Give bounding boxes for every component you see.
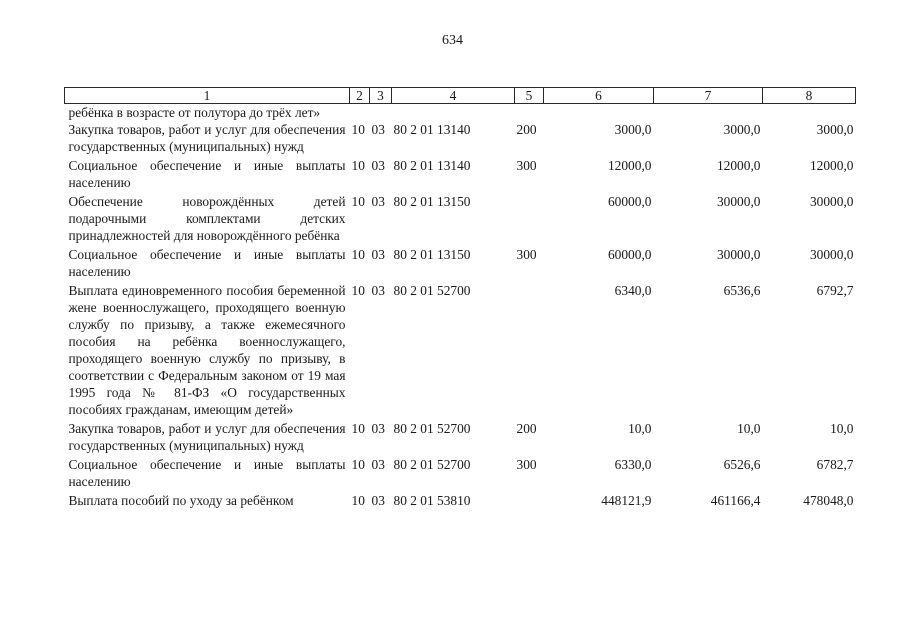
- column-header-8: 8: [763, 88, 856, 104]
- row-subsection: 03: [371, 158, 385, 173]
- row-amount-col8: 10,0: [830, 421, 854, 436]
- row-name: ребёнка в возрасте от полутора до трёх лет»: [68, 105, 321, 120]
- table-row: [65, 246, 856, 282]
- row-name: Социальное обеспечение и иные выплаты населению: [68, 247, 346, 279]
- column-header-6: 6: [544, 88, 654, 104]
- table-header-row: [65, 88, 856, 104]
- row-subsection: 03: [371, 194, 385, 209]
- row-subsection: 03: [371, 247, 385, 262]
- row-amount-col6: 6330,0: [614, 457, 652, 472]
- row-section: 10: [351, 493, 365, 508]
- budget-table: [64, 87, 856, 511]
- row-section: 10: [351, 158, 365, 173]
- row-amount-col8: 12000,0: [809, 158, 854, 173]
- table-row: [65, 104, 856, 122]
- column-header-5: 5: [515, 88, 544, 104]
- row-expense-type: [515, 193, 544, 246]
- row-amount-col7: 461166,4: [710, 493, 761, 508]
- column-header-2: 2: [350, 88, 370, 104]
- row-amount-col8: 6782,7: [816, 457, 854, 472]
- row-amount-col7: 30000,0: [716, 247, 761, 262]
- table-row: [65, 456, 856, 492]
- row-amount-col6: [544, 104, 654, 122]
- row-name: Обеспечение новорождённых детей подарочными комплектами детских принадлежностей для новорождённого ребёнка: [68, 194, 346, 243]
- table-body: [65, 104, 856, 512]
- row-name: Выплата единовременного пособия беременной жене военнослужащего, проходящего военную службу по призыву, а также ежемесячного пособия на ребёнка военнослужащего, проходящего военную службу по призыву, в соответствии с Федеральным законом от 19 мая 1995 года № 81-ФЗ «О государственных пособиях гражданам, имеющим детей»: [68, 283, 346, 417]
- row-subsection: 03: [371, 493, 385, 508]
- column-header-7: 7: [654, 88, 763, 104]
- row-subsection: [370, 104, 392, 122]
- row-expense-type: 300: [516, 457, 537, 472]
- page-number: 634: [442, 33, 463, 48]
- row-amount-col8: 30000,0: [809, 194, 854, 209]
- row-amount-col8: [763, 104, 856, 122]
- row-amount-col7: 6526,6: [723, 457, 761, 472]
- row-section: 10: [351, 421, 365, 436]
- row-amount-col8: 6792,7: [816, 283, 854, 298]
- row-expense-type: 200: [516, 421, 537, 436]
- row-amount-col6: 10,0: [628, 421, 652, 436]
- row-expense-type: 300: [516, 247, 537, 262]
- row-target-article: 80 2 01 13140: [393, 122, 471, 137]
- column-header-1: 1: [65, 88, 350, 104]
- row-amount-col7: [654, 104, 763, 122]
- table-row: [65, 193, 856, 246]
- table-row: [65, 492, 856, 511]
- row-section: [350, 104, 370, 122]
- row-amount-col7: 10,0: [737, 421, 761, 436]
- table-row: [65, 420, 856, 456]
- table-row: [65, 157, 856, 193]
- row-section: 10: [351, 283, 365, 298]
- row-expense-type: [515, 282, 544, 420]
- row-name: Социальное обеспечение и иные выплаты населению: [68, 158, 346, 190]
- row-amount-col6: 60000,0: [607, 247, 652, 262]
- row-amount-col7: 6536,6: [723, 283, 761, 298]
- row-expense-type: 300: [516, 158, 537, 173]
- row-amount-col6: 12000,0: [607, 158, 652, 173]
- row-amount-col8: 3000,0: [816, 122, 854, 137]
- row-target-article: 80 2 01 13140: [393, 158, 471, 173]
- row-target-article: 80 2 01 53810: [393, 493, 471, 508]
- table-row: [65, 121, 856, 157]
- row-amount-col6: 60000,0: [607, 194, 652, 209]
- row-expense-type: [515, 492, 544, 511]
- row-expense-type: [515, 104, 544, 122]
- row-name: Закупка товаров, работ и услуг для обеспечения государственных (муниципальных) нужд: [68, 122, 346, 154]
- column-header-3: 3: [370, 88, 392, 104]
- row-amount-col8: 478048,0: [803, 493, 854, 508]
- column-header-4: 4: [392, 88, 515, 104]
- row-target-article: 80 2 01 13150: [393, 194, 471, 209]
- row-subsection: 03: [371, 457, 385, 472]
- row-section: 10: [351, 247, 365, 262]
- row-target-article: 80 2 01 52700: [393, 457, 471, 472]
- row-amount-col7: 12000,0: [716, 158, 761, 173]
- row-section: 10: [351, 122, 365, 137]
- row-name: Закупка товаров, работ и услуг для обеспечения государственных (муниципальных) нужд: [68, 421, 346, 453]
- row-name: Выплата пособий по уходу за ребёнком: [68, 493, 294, 508]
- row-section: 10: [351, 457, 365, 472]
- row-subsection: 03: [371, 283, 385, 298]
- row-subsection: 03: [371, 421, 385, 436]
- row-name: Социальное обеспечение и иные выплаты населению: [68, 457, 346, 489]
- row-amount-col8: 30000,0: [809, 247, 854, 262]
- row-target-article: 80 2 01 13150: [393, 247, 471, 262]
- row-target-article: [392, 104, 515, 122]
- row-expense-type: 200: [516, 122, 537, 137]
- row-amount-col6: 3000,0: [614, 122, 652, 137]
- table-row: [65, 282, 856, 420]
- row-target-article: 80 2 01 52700: [393, 283, 471, 298]
- row-amount-col7: 30000,0: [716, 194, 761, 209]
- row-section: 10: [351, 194, 365, 209]
- row-target-article: 80 2 01 52700: [393, 421, 471, 436]
- row-amount-col6: 6340,0: [614, 283, 652, 298]
- row-amount-col6: 448121,9: [601, 493, 652, 508]
- row-amount-col7: 3000,0: [723, 122, 761, 137]
- row-subsection: 03: [371, 122, 385, 137]
